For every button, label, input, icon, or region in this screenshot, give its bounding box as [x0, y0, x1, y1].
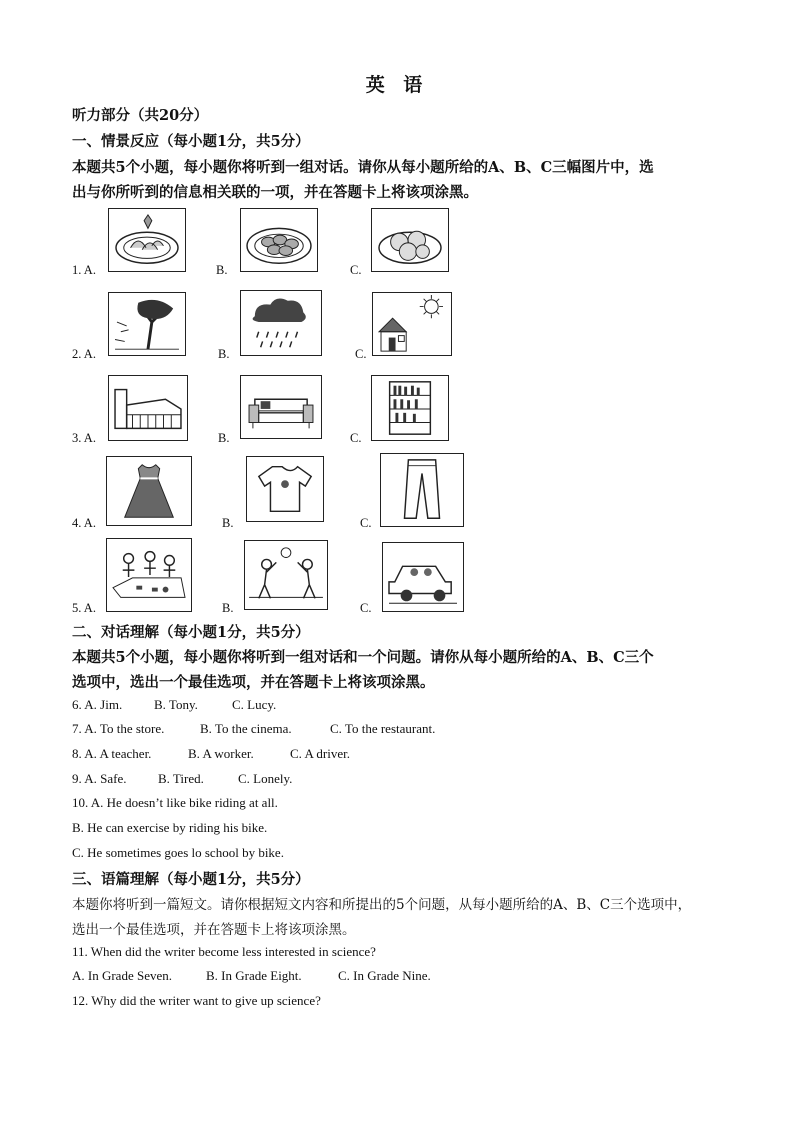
section1-instruction-1: 本题共5个小题，每小题你将听到一组对话。请你从每小题所给的A、B、C三幅图片中，选	[72, 159, 654, 176]
section3-heading: 三、语篇理解（每小题1分，共5分）	[72, 871, 310, 888]
t-shirt-icon	[246, 456, 324, 522]
picnic-icon	[106, 538, 192, 612]
q6-option-a: 6. A. Jim.	[72, 697, 123, 712]
car-driving-icon	[382, 542, 464, 612]
q10-option-b: B. He can exercise by riding his bike.	[72, 820, 268, 835]
q7-option-a: 7. A. To the store.	[72, 721, 165, 736]
q4-label: 4. A.	[72, 516, 96, 530]
dumplings-plate-icon	[108, 208, 186, 272]
q6-option-b: B. Tony.	[154, 697, 198, 712]
q2-b-label: B.	[218, 347, 230, 361]
q11-option-a: A. In Grade Seven.	[72, 968, 172, 983]
q11-option-b: B. In Grade Eight.	[206, 968, 302, 983]
q6-option-c: C. Lucy.	[232, 697, 277, 712]
q10-option-a: 10. A. He doesn’t like bike riding at all.	[72, 795, 278, 810]
q3-label: 3. A.	[72, 431, 96, 445]
listening-header: 听力部分（共20分）	[72, 107, 209, 124]
section2-instruction-1: 本题共5个小题，每小题你将听到一组对话和一个问题。请你从每小题所给的A、B、C三个	[72, 649, 654, 666]
q4-c-label: C.	[360, 516, 372, 530]
q2-c-label: C.	[355, 347, 367, 361]
section1-instruction-2: 出与你所听到的信息相关联的一项，并在答题卡上将该项涂黑。	[72, 184, 478, 201]
q7	[72, 721, 436, 737]
page-title: 英 语	[365, 74, 429, 96]
q1-label: 1. A.	[72, 263, 96, 277]
q11: 11. When did the writer become less interested in science?	[72, 944, 376, 959]
q8	[72, 746, 350, 762]
q3-b-label: B.	[218, 431, 230, 445]
q5-c-label: C.	[360, 601, 372, 615]
sunny-house-icon	[372, 292, 452, 356]
trousers-icon	[380, 453, 464, 527]
q7-option-b: B. To the cinema.	[200, 721, 292, 736]
q8-option-c: C. A driver.	[290, 746, 350, 761]
q8-option-b: B. A worker.	[188, 746, 254, 761]
q11-option-c: C. In Grade Nine.	[338, 968, 431, 983]
buns-plate-icon	[371, 208, 449, 272]
q10-option-c: C. He sometimes goes lo school by bike.	[72, 845, 284, 860]
dress-icon	[106, 456, 192, 526]
section1-heading: 一、情景反应（每小题1分，共5分）	[72, 133, 310, 150]
q5-label: 5. A.	[72, 601, 96, 615]
windy-tree-icon	[108, 292, 186, 356]
q7-option-c: C. To the restaurant.	[330, 721, 436, 736]
q1-b-label: B.	[216, 263, 228, 277]
bread-plate-icon	[240, 208, 318, 272]
q9-option-a: 9. A. Safe.	[72, 771, 127, 786]
q3-c-label: C.	[350, 431, 362, 445]
q11-options	[72, 968, 431, 984]
section2-instruction-2: 选项中，选出一个最佳选项，并在答题卡上将该项涂黑。	[72, 674, 435, 691]
q6	[72, 697, 277, 713]
q5-b-label: B.	[222, 601, 234, 615]
bookcase-icon	[371, 375, 449, 441]
q9-option-c: C. Lonely.	[238, 771, 293, 786]
beach-ball-icon	[244, 540, 328, 610]
sofa-icon	[240, 375, 322, 439]
q4-b-label: B.	[222, 516, 234, 530]
rain-cloud-icon	[240, 290, 322, 356]
q12: 12. Why did the writer want to give up science?	[72, 993, 321, 1008]
section3-instruction-1: 本题你将听到一篇短文。请你根据短文内容和所提出的5个问题，从每小题所给的A、B、C三个选项中，	[72, 897, 692, 913]
section3-instruction-2: 选出一个最佳选项，并在答题卡上将该项涂黑。	[72, 922, 356, 938]
bed-icon	[108, 375, 188, 441]
q9-option-b: B. Tired.	[158, 771, 204, 786]
section2-heading: 二、对话理解（每小题1分，共5分）	[72, 624, 310, 641]
q8-option-a: 8. A. A teacher.	[72, 746, 152, 761]
q2-label: 2. A.	[72, 347, 96, 361]
q1-c-label: C.	[350, 263, 362, 277]
q9	[72, 771, 293, 787]
